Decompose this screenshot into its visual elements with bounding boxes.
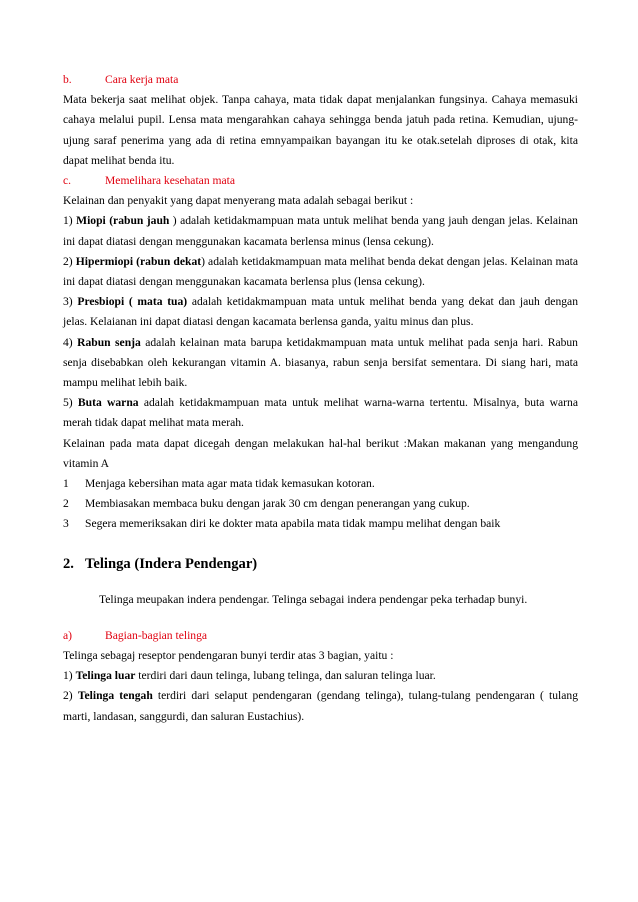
subheading-title: Cara kerja mata	[105, 73, 179, 86]
heading-number: 2.	[63, 555, 74, 572]
item-text: ) adalah ketidakmampuan mata melihat benda dekat dengan jelas. Kelainan mata ini dapat diatasi dengan menggunakan kacamata berlensa plus (lensa cekung).	[63, 254, 579, 289]
item-text: terdiri dari daun telinga, lubang telinga, dan saluran telinga luar.	[135, 669, 436, 683]
item-text: adalah ketidakmampuan mata untuk melihat warna-warna tertentu. Misalnya, buta warna merah tidak dapat melihat mata merah.	[63, 396, 578, 430]
step-number: 1	[63, 477, 69, 491]
list-item-telinga-tengah	[63, 686, 578, 726]
item-number: 4)	[63, 335, 73, 349]
item-number: 5)	[63, 396, 73, 410]
item-number: 1)	[63, 669, 73, 683]
step-text: Segera memeriksakan diri ke dokter mata apabila mata tidak mampu melihat dengan baik	[85, 517, 501, 531]
item-number: 2)	[63, 689, 73, 703]
step-text: Menjaga kebersihan mata agar mata tidak kemasukan kotoran.	[85, 477, 375, 491]
list-item-buta-warna	[63, 393, 578, 433]
step-number: 3	[63, 517, 69, 531]
item-text: terdiri dari selaput pendengaran (gendang telinga), tulang-tulang pendengaran ( tulang marti, landasan, sanggurdi, dan saluran Eustachius).	[63, 689, 578, 723]
list-item-hipermiopi	[63, 252, 578, 292]
subheading-memelihara-kesehatan-mata	[63, 171, 578, 191]
item-term: Hipermiopi (rabun dekat	[75, 254, 202, 268]
item-term: Miopi (rabun jauh	[76, 214, 170, 228]
list-item-step-1	[63, 474, 578, 494]
item-text: adalah kelainan mata barupa ketidakmampuan mata untuk melihat pada senja hari. Rabun senja disebabkan oleh kekurangan vitamin A. biasanya, rabun senja bersifat sementara. Di siang hari, mata mampu melihat lebih baik.	[63, 335, 578, 390]
list-item-presbiopi	[63, 292, 578, 332]
list-item-step-3	[63, 514, 578, 534]
subheading-marker: b.	[63, 73, 72, 86]
item-text: adalah ketidakmampuan mata untuk melihat benda yang dekat dan jauh dengan jelas. Kelaianan ini dapat diatasi dengan kacamata berlensa ganda, yaitu minus dan plus.	[63, 295, 578, 329]
subheading-marker: a)	[63, 628, 73, 642]
paragraph-reseptor: Telinga sebagaj reseptor pendengaran bunyi terdir atas 3 bagian, yaitu :	[63, 649, 394, 663]
paragraph-kelainan-intro: Kelainan dan penyakit yang dapat menyerang mata adalah sebagai berikut :	[63, 194, 414, 208]
item-term: Presbiopi ( mata tua)	[77, 295, 188, 309]
heading-telinga	[63, 554, 578, 574]
subheading-title: Bagian-bagian telinga	[105, 628, 208, 642]
paragraph-telinga-intro: Telinga meupakan indera pendengar. Telinga sebagai indera pendengar peka terhadap bunyi.	[99, 592, 528, 606]
paragraph-pencegahan: Kelainan pada mata dapat dicegah dengan melakukan hal-hal berikut :Makan makanan yang mengandung vitamin A	[63, 436, 578, 470]
list-item-step-2	[63, 494, 578, 514]
list-item-miopi	[63, 211, 578, 251]
subheading-cara-kerja-mata	[63, 70, 578, 90]
item-term: Buta warna	[77, 396, 139, 410]
step-number: 2	[63, 497, 69, 511]
item-term: Rabun senja	[77, 335, 141, 349]
list-item-telinga-luar	[63, 666, 578, 686]
item-number: 1)	[63, 214, 73, 228]
paragraph-cara-kerja: Mata bekerja saat melihat objek. Tanpa cahaya, mata tidak dapat menjalankan fungsinya. Cahaya memasuki cahaya melalui pupil. Lensa mata mengarahkan cahaya sehingga benda jatuh pada retina. Kemudian, ujung-ujung saraf penerima yang ada di retina emnyampaikan bayangan itu ke otak.setelah diproses di otak, kita dapat melihat benda itu.	[63, 93, 578, 167]
list-item-rabun-senja	[63, 333, 578, 394]
subheading-bagian-telinga	[63, 626, 578, 646]
subheading-title: Memelihara kesehatan mata	[105, 174, 236, 188]
item-number: 3)	[63, 295, 73, 309]
document-page	[63, 70, 578, 727]
item-number: 2)	[63, 254, 73, 268]
item-text: ) adalah ketidakmampuan mata untuk melihat benda yang jauh dengan jelas. Kelainan ini dapat diatasi dengan menggunakan kacamata berlensa minus (lensa cekung).	[63, 214, 578, 248]
item-term: Telinga luar	[75, 669, 136, 683]
step-text: Membiasakan membaca buku dengan jarak 30 cm dengan penerangan yang cukup.	[85, 497, 470, 511]
heading-title: Telinga (Indera Pendengar)	[85, 555, 258, 572]
subheading-marker: c.	[63, 174, 72, 188]
item-term: Telinga tengah	[77, 689, 153, 703]
